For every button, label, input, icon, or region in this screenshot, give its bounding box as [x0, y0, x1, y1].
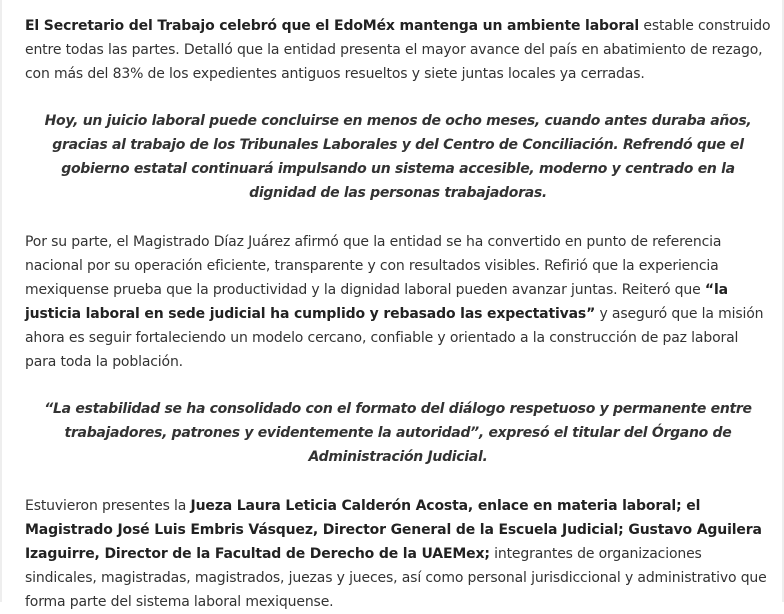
paragraph-text-before: Estuvieron presentes la: [25, 498, 191, 514]
paragraph-secretario: [25, 14, 771, 86]
paragraph-lead-bold: El Secretario del Trabajo celebró que el EdoMéx mantenga un ambiente laboral: [25, 18, 640, 34]
paragraph-magistrado: [25, 230, 771, 374]
paragraph-presentes: [25, 494, 771, 614]
pull-quote-juicio: Hoy, un juicio laboral puede concluirse en menos de ocho meses, cuando antes duraba años, gracias al trabajo de los Tribunales Laborales y del Centro de Conciliación. Refrendó que el gobierno estatal continuará impulsando un sistema accesible, moderno y centrado en la dignidad de las personas trabajadoras.: [44, 113, 752, 201]
paragraph-text-after: integrantes de organizaciones sindicales, magistradas, magistrados, juezas y jueces, así como personal jurisdiccional y administrativo que forma parte del sistema laboral mexiquense.: [25, 546, 767, 610]
paragraph-text: estable construido entre todas las partes. Detalló que la entidad presenta el mayor avance del país en abatimiento de rezago, con más del 83% de los expedientes antiguos resueltos y siete juntas locales ya cerradas.: [25, 18, 771, 82]
paragraph-text-before: Por su parte, el Magistrado Díaz Juárez afirmó que la entidad se ha convertido en punto de referencia nacional por su operación eficiente, transparente y con resultados visibles. Refirió que la experiencia mexiquense prueba que la productividad y la dignidad laboral pueden avanzar juntas. Reiteró que: [25, 234, 722, 298]
article-body: [25, 14, 771, 614]
paragraph-bold-quote: “la justicia laboral en sede judicial ha cumplido y rebasado las expectativas”: [25, 282, 728, 322]
pull-quote-estabilidad: “La estabilidad se ha consolidado con el formato del diálogo respetuoso y permanente entre trabajadores, patrones y evidentemente la autoridad”, expresó el titular del Órgano de Administración Judicial.: [44, 401, 752, 465]
paragraph-bold-attendees: Jueza Laura Leticia Calderón Acosta, enlace en materia laboral; el Magistrado José Luis Embris Vásquez, Director General de la Escuela Judicial; Gustavo Aguilera Izaguirre, Director de la Facultad de Derecho de la UAEMex;: [25, 498, 762, 562]
paragraph-text-after: y aseguró que la misión ahora es seguir fortaleciendo un modelo cercano, confiable y orientado a la construcción de paz laboral para toda la población.: [25, 306, 764, 370]
